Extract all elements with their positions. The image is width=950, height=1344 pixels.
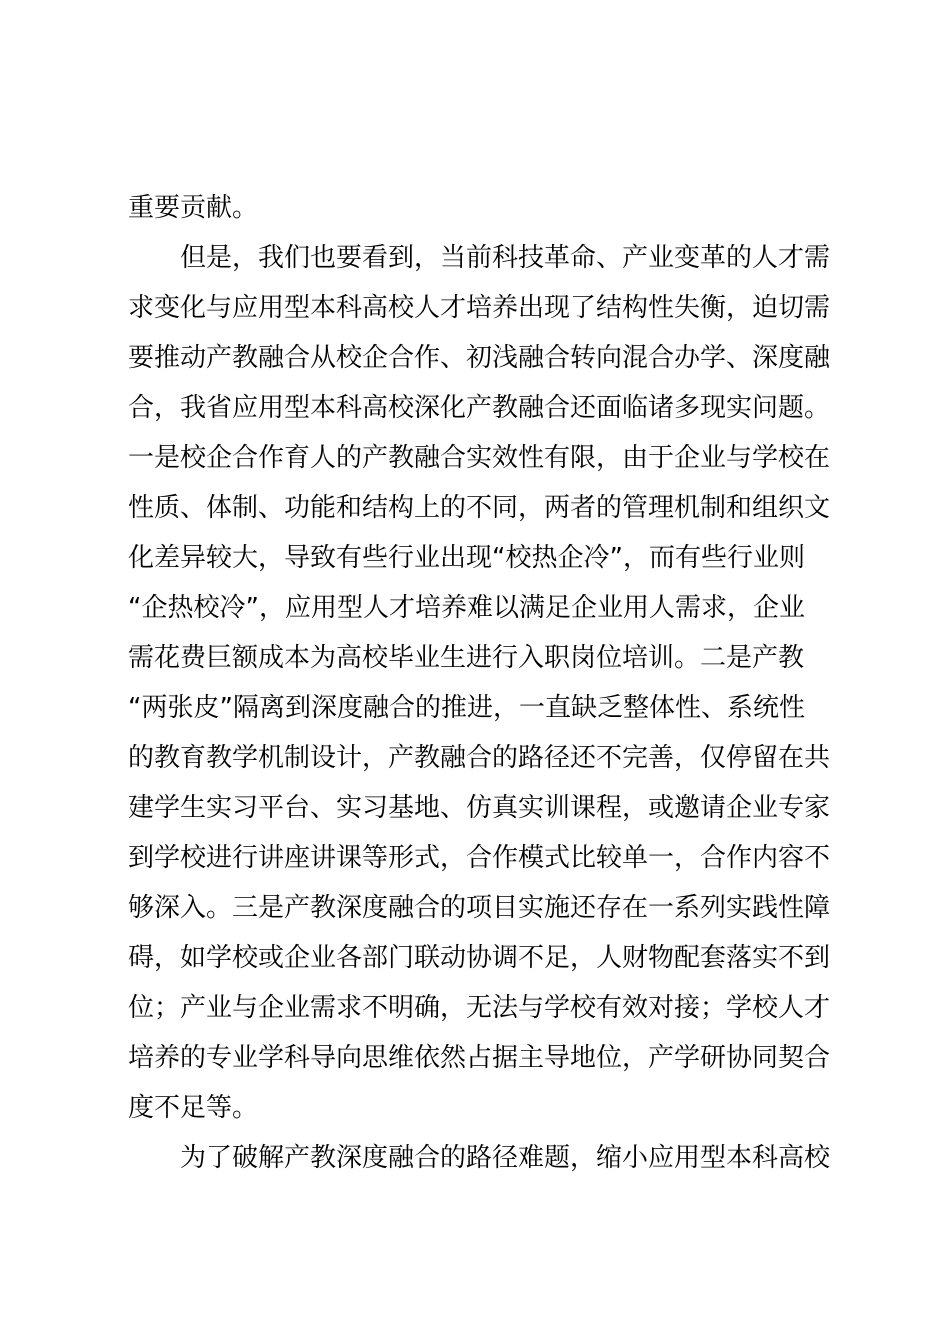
text-line: 培养的专业学科导向思维依然占据主导地位，产学研协同契合 [128, 1043, 831, 1073]
text-line: 性质、体制、功能和结构上的不同，两者的管理机制和组织文 [128, 493, 831, 523]
text-line: 建学生实习平台、实习基地、仿真实训课程，或邀请企业专家 [128, 793, 831, 823]
text-line: 要推动产教融合从校企合作、初浅融合转向混合办学、深度融 [128, 343, 831, 373]
text-line: 度不足等。 [128, 1093, 259, 1123]
text-line: 一是校企合作育人的产教融合实效性有限，由于企业与学校在 [128, 443, 831, 473]
text-line: 需花费巨额成本为高校毕业生进行入职岗位培训。二是产教 [128, 643, 805, 673]
text-line: 重要贡献。 [128, 193, 259, 223]
text-line: “企热校冷”，应用型人才培养难以满足企业用人需求，企业 [128, 593, 805, 623]
text-line: 位；产业与企业需求不明确，无法与学校有效对接；学校人才 [128, 993, 831, 1023]
text-line: 合，我省应用型本科高校深化产教融合还面临诸多现实问题。 [128, 393, 831, 423]
text-line: 到学校进行讲座讲课等形式，合作模式比较单一，合作内容不 [128, 843, 831, 873]
text-line: 碍，如学校或企业各部门联动协调不足，人财物配套落实不到 [128, 943, 831, 973]
text-line: 的教育教学机制设计，产教融合的路径还不完善，仅停留在共 [128, 743, 831, 773]
body-text [128, 183, 840, 1183]
paragraph-start-line: 为了破解产教深度融合的路径难题，缩小应用型本科高校 [180, 1143, 831, 1173]
text-line: 化差异较大，导致有些行业出现“校热企冷”，而有些行业则 [128, 543, 805, 573]
paragraph-start-line: 但是，我们也要看到，当前科技革命、产业变革的人才需 [180, 243, 831, 273]
text-line: 够深入。三是产教深度融合的项目实施还存在一系列实践性障 [128, 893, 831, 923]
text-line: 求变化与应用型本科高校人才培养出现了结构性失衡，迫切需 [128, 293, 831, 323]
text-line: “两张皮”隔离到深度融合的推进，一直缺乏整体性、系统性 [128, 693, 805, 723]
